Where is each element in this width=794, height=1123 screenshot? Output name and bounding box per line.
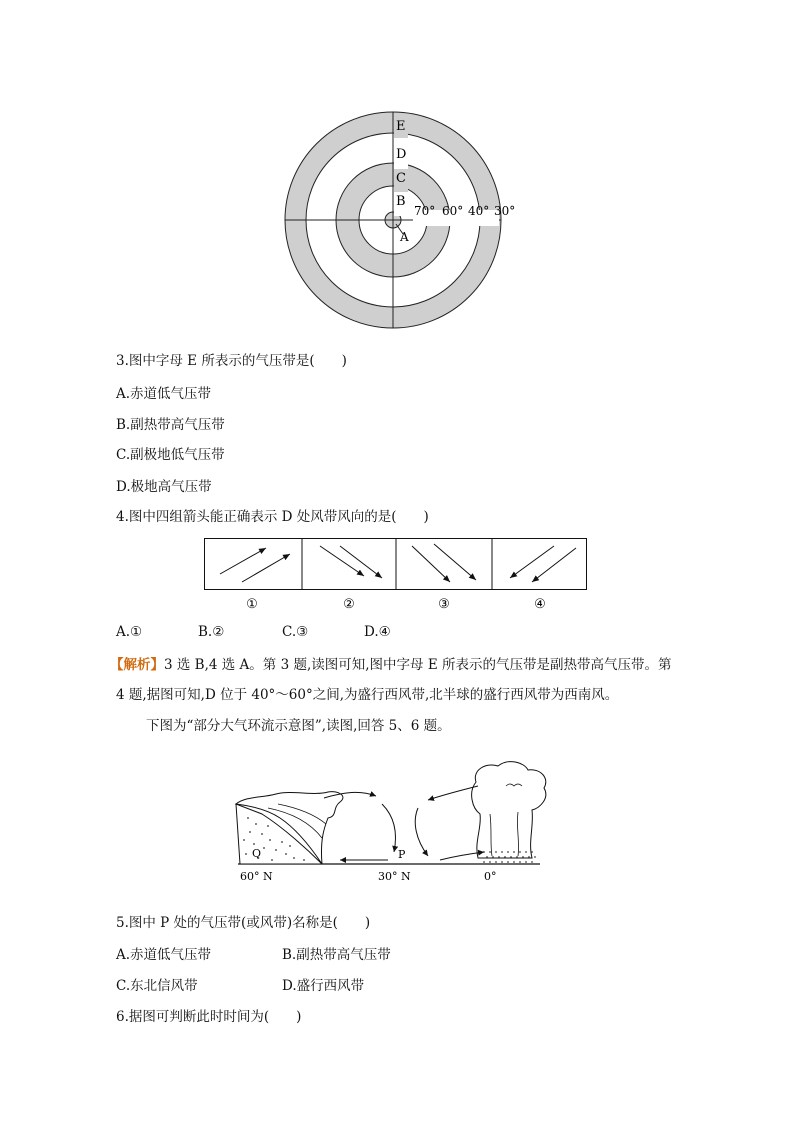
q4-option-a: A.① [116, 624, 143, 640]
wind-arrow-table [204, 538, 588, 614]
box-label-4: ④ [534, 597, 546, 612]
analysis-line-2: 4 题,据图可知,D 位于 40°～60°之间,为盛行西风带,北半球的盛行西风带为西南风。 [116, 687, 619, 703]
label-a: A [400, 230, 409, 244]
box-label-2: ② [343, 597, 355, 612]
q6-stem: 6.据图可判断此时时间为( ) [116, 1009, 302, 1025]
box-label-3: ③ [438, 597, 450, 612]
axis-30n: 30° N [378, 870, 411, 883]
q4-stem: 4.图中四组箭头能正确表示 D 处风带风向的是( ) [116, 509, 429, 525]
q5-option-c: C.东北信风带 [116, 978, 198, 994]
q5-option-d: D.盛行西风带 [282, 978, 365, 994]
label-e: E [396, 119, 406, 134]
q3-option-b: B.副热带高气压带 [116, 417, 225, 433]
label-b: B [396, 194, 406, 209]
q5-option-b: B.副热带高气压带 [282, 947, 391, 963]
q3-option-c: C.副极地低气压带 [116, 447, 225, 463]
label-c: C [396, 171, 406, 186]
axis-60n: 60° N [240, 870, 273, 883]
q4-option-d: D.④ [364, 624, 391, 640]
analysis-tag: 【解析】 [110, 657, 164, 673]
label-p: P [398, 848, 406, 861]
lat-label-70: 70° [414, 204, 436, 218]
arrow-group-3 [412, 544, 476, 582]
q5-option-a: A.赤道低气压带 [116, 947, 212, 963]
arrow-group-1 [220, 548, 290, 582]
label-q: Q [252, 847, 262, 860]
box-label-1: ① [246, 597, 258, 612]
analysis-text-1: 3 选 B,4 选 A。第 3 题,读图可知,图中字母 E 所表示的气压带是副热带高气压带。第 [164, 657, 672, 673]
lat-label-40: 40° [468, 204, 490, 218]
label-d: D [396, 147, 407, 162]
arrow-group-4 [510, 546, 576, 582]
q4-option-c: C.③ [282, 624, 309, 640]
pressure-belt-diagram [280, 110, 520, 335]
q4-option-b: B.② [198, 624, 225, 640]
arrow-group-2 [320, 546, 382, 578]
q3-stem: 3.图中字母 E 所表示的气压带是( ) [116, 353, 347, 369]
analysis-line-1 [110, 656, 672, 674]
q3-option-a: A.赤道低气压带 [116, 386, 212, 402]
axis-0: 0° [484, 870, 497, 883]
lat-label-30: 30° [494, 204, 516, 218]
q5-stem: 5.图中 P 处的气压带(或风带)名称是( ) [116, 915, 371, 931]
intro-text: 下图为“部分大气环流示意图”,读图,回答 5、6 题。 [146, 718, 451, 734]
lat-label-60: 60° [442, 204, 464, 218]
circulation-diagram [228, 756, 558, 888]
q3-option-d: D.极地高气压带 [116, 479, 212, 495]
